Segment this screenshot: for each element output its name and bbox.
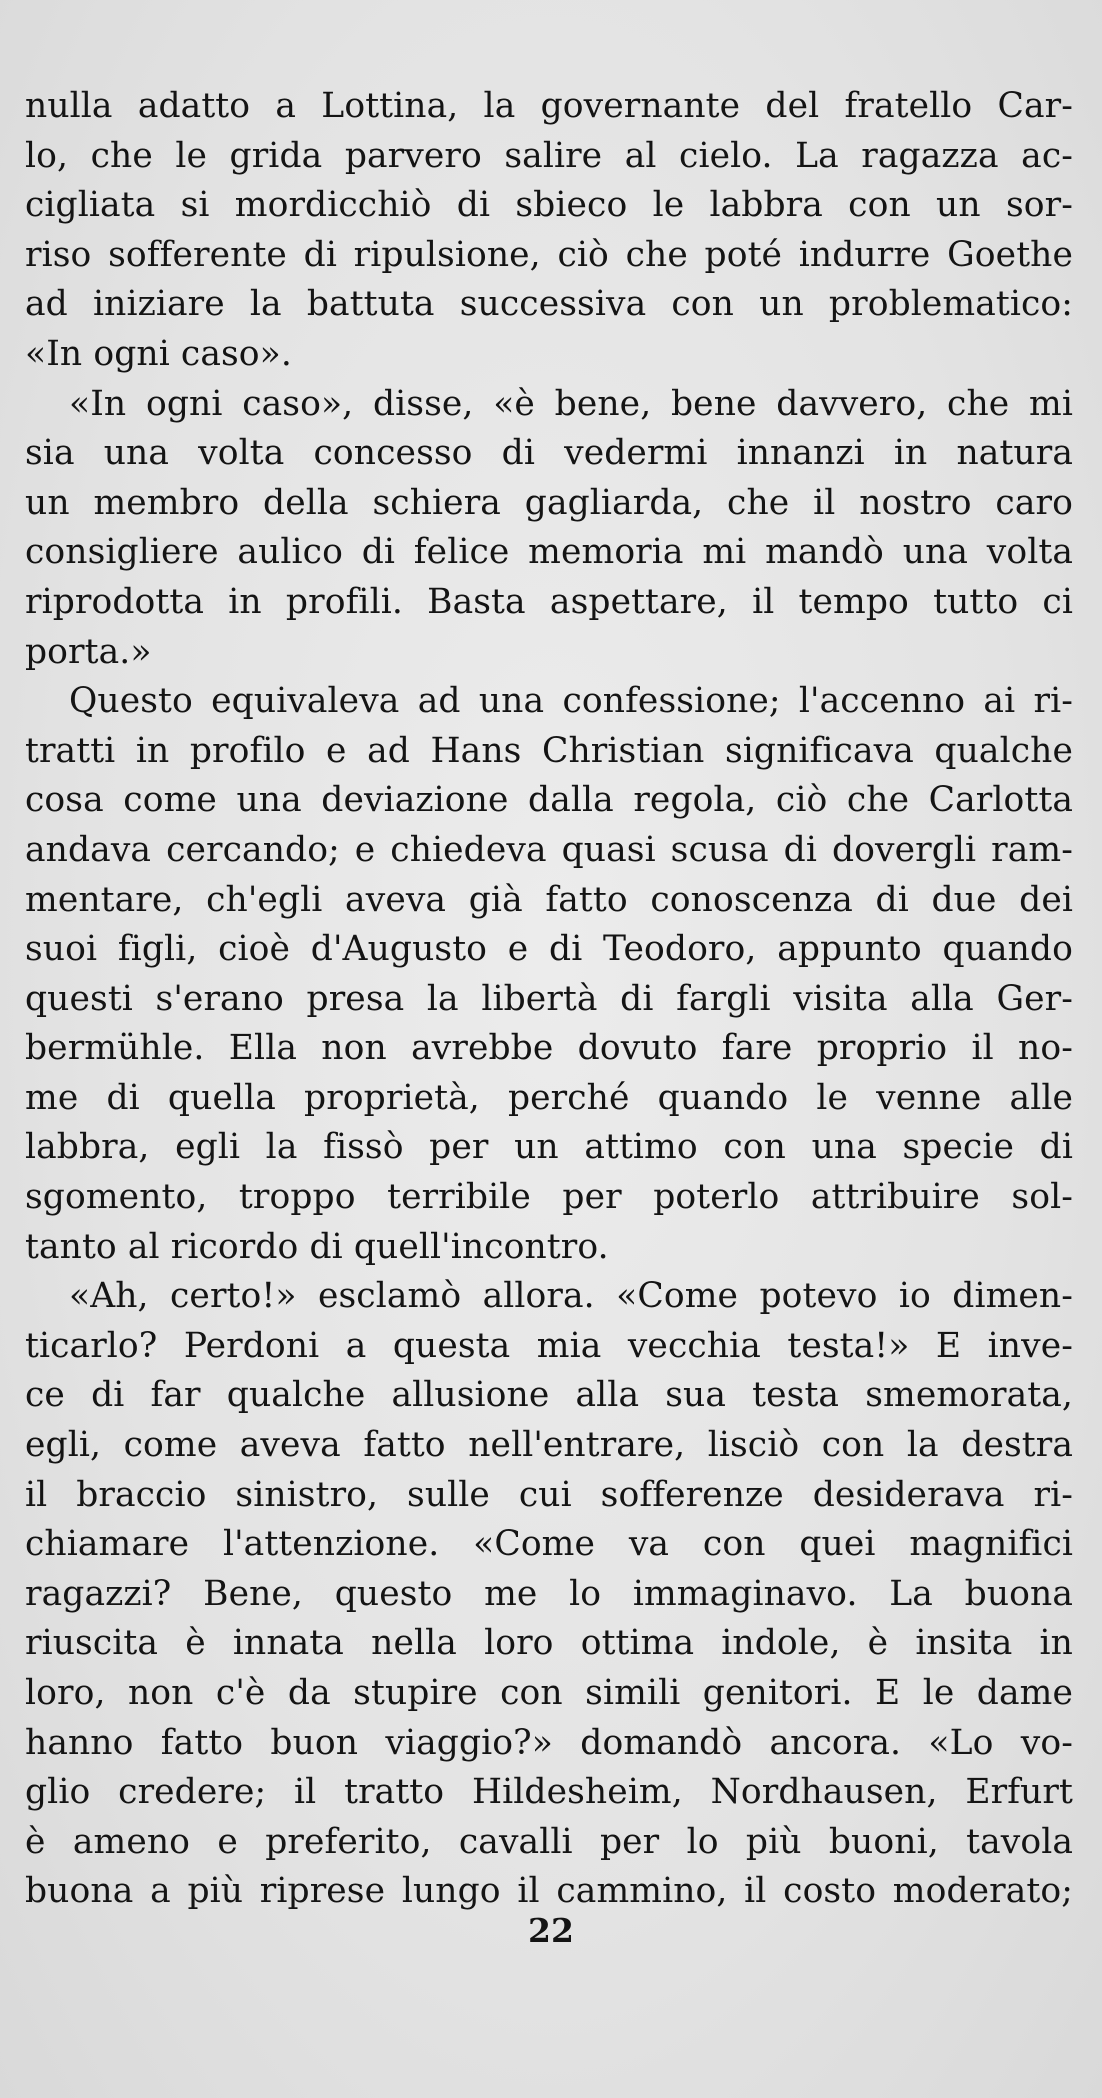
text-line: lo, che le grida parvero salire al cielo. La ragazza ac- [25,135,1073,176]
text-line: «In ogni caso», disse, «è bene, bene davvero, che mi [69,383,1073,424]
text-line: il braccio sinistro, sulle cui sofferenze desiderava ri- [25,1474,1073,1515]
page-number: 22 [528,1911,574,1950]
text-line: un membro della schiera gagliarda, che il nostro caro [25,482,1073,523]
text-line: sia una volta concesso di vedermi innanzi in natura [25,433,1073,474]
text-line: loro, non c'è da stupire con simili genitori. E le dame [25,1673,1073,1713]
text-line: me di quella proprietà, perché quando le venne alle [25,1077,1073,1118]
text-line: hanno fatto buon viaggio?» domandò ancora. «Lo vo- [25,1722,1073,1763]
text-line: tratti in profilo e ad Hans Christian significava qualche [25,730,1073,771]
text-line: ragazzi? Bene, questo me lo immaginavo. La buona [25,1573,1073,1614]
text-line: è ameno e preferito, cavalli per lo più buoni, tavola [25,1821,1073,1862]
text-line: mentare, ch'egli aveva già fatto conoscenza di due dei [25,879,1073,920]
body-text [25,82,1073,1917]
text-line: riprodotta in profili. Basta aspettare, il tempo tutto ci [25,581,1073,622]
text-line: «Ah, certo!» esclamò allora. «Come potevo io dimen- [69,1276,1073,1317]
text-line: bermühle. Ella non avrebbe dovuto fare proprio il no- [25,1028,1073,1069]
text-line: andava cercando; e chiedeva quasi scusa di dovergli ram- [25,829,1073,870]
text-line: buona a più riprese lungo il cammino, il costo moderato; [25,1871,1073,1912]
text-line: riso sofferente di ripulsione, ciò che poté indurre Goethe [25,234,1073,275]
text-line: sgomento, troppo terribile per poterlo attribuire sol- [25,1177,1073,1218]
text-line: ce di far qualche allusione alla sua testa smemorata, [25,1375,1073,1416]
text-line: tanto al ricordo di quell'incontro. [25,1226,609,1267]
text-line: porta.» [25,631,152,672]
text-line: questi s'erano presa la libertà di fargli visita alla Ger- [25,978,1073,1019]
text-line: «In ogni caso». [25,333,292,374]
text-line: egli, come aveva fatto nell'entrare, lisciò con la destra [25,1425,1073,1466]
text-line: cigliata si mordicchiò di sbieco le labbra con un sor- [25,185,1073,226]
text-line: ticarlo? Perdoni a questa mia vecchia testa!» E inve- [25,1325,1073,1366]
text-line: ad iniziare la battuta successiva con un problematico: [25,284,1073,325]
text-line: glio credere; il tratto Hildesheim, Nordhausen, Erfurt [25,1772,1073,1813]
text-line: cosa come una deviazione dalla regola, ciò che Carlotta [25,780,1073,821]
text-line: riuscita è innata nella loro ottima indole, è insita in [25,1623,1073,1664]
text-line: nulla adatto a Lottina, la governante del fratello Car- [25,86,1073,126]
text-line: consigliere aulico di felice memoria mi mandò una volta [25,532,1073,573]
text-line: chiamare l'attenzione. «Come va con quei magnifici [25,1524,1073,1565]
text-line: suoi figli, cioè d'Augusto e di Teodoro, appunto quando [25,929,1073,970]
text-line: Questo equivaleva ad una confessione; l'accenno ai ri- [69,681,1073,722]
text-line: labbra, egli la fissò per un attimo con una specie di [25,1127,1073,1168]
